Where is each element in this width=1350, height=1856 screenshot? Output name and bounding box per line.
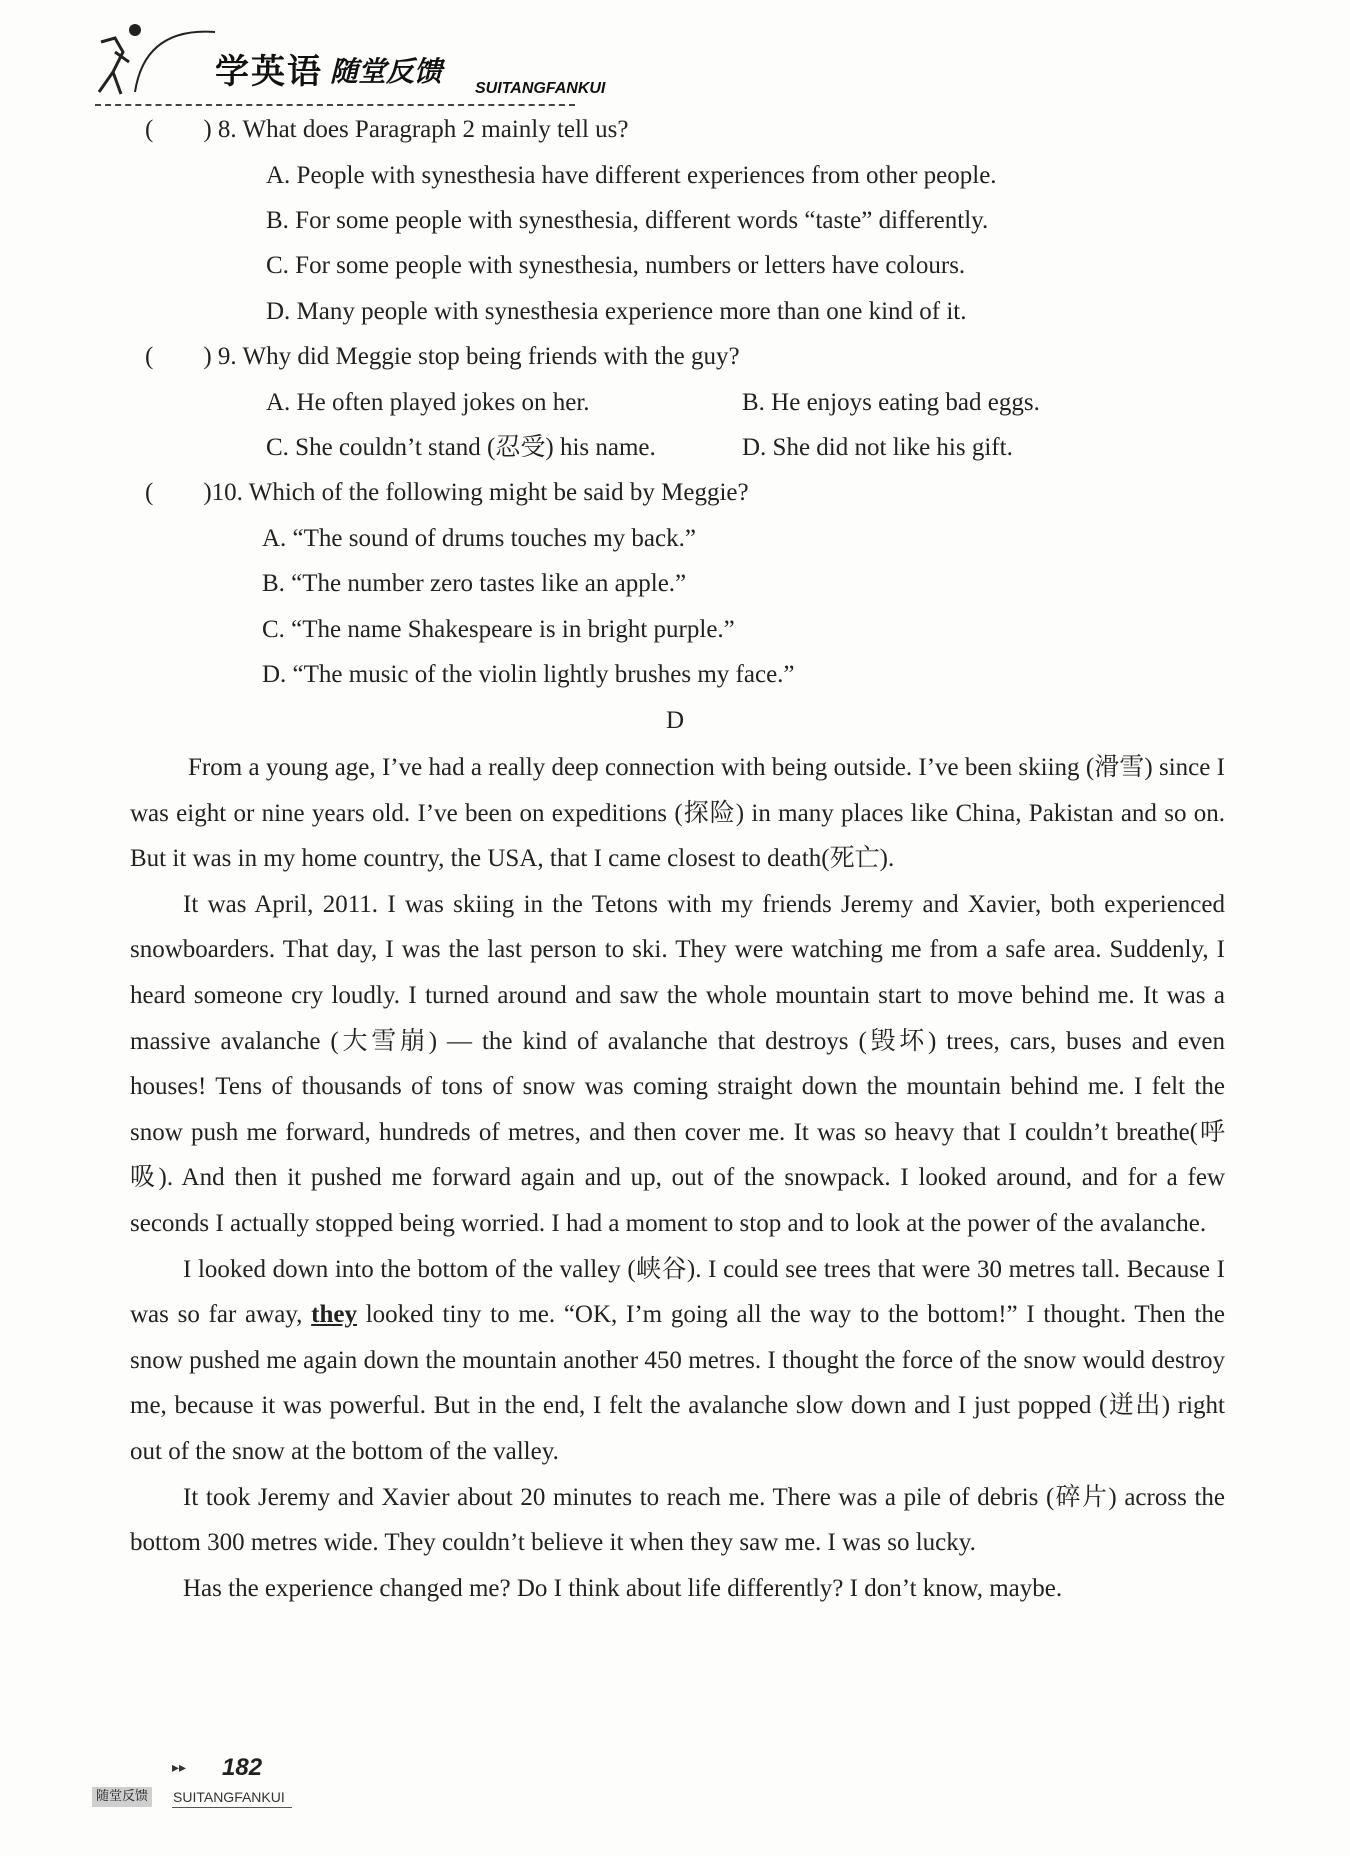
question-9-option-d: D. She did not like his gift.	[742, 434, 1013, 461]
question-10-text: Which of the following might be said by Meggie?	[248, 479, 749, 506]
footer-tag: 随堂反馈	[92, 1787, 152, 1807]
question-9	[145, 342, 740, 372]
question-10-option-c: C. “The name Shakespeare is in bright purple.”	[262, 616, 735, 643]
passage-paragraph-5: Has the experience changed me? Do I think about life differently? I don’t know, maybe.	[183, 1574, 1063, 1602]
question-9-prefix: ( ) 9.	[145, 343, 237, 370]
brand-title: 学英语	[215, 52, 323, 92]
page-header	[85, 14, 606, 104]
question-8	[145, 115, 628, 145]
question-9-option-a: A. He often played jokes on her.	[266, 389, 590, 416]
question-8-option-c: C. For some people with synesthesia, numbers or letters have colours.	[266, 252, 966, 279]
page-number: 182	[222, 1754, 263, 1781]
footer-divider	[172, 1807, 292, 1808]
passage-paragraph-3-end: looked tiny to me. “OK, I’m going all the way to the bottom!” I thought. Then the snow pushed me again down the mountain another 450 metres. I thought the force of the snow would destroy me, because it was powerful. But in the end, I felt the avalanche slow down and I just popped (迸出) right out of the snow at the bottom of the valley.	[130, 1301, 1225, 1465]
question-8-prefix: ( ) 8.	[145, 116, 237, 143]
footer-roman: SUITANGFANKUI	[173, 1789, 285, 1805]
footer-arrows-icon: ▸▸	[172, 1761, 187, 1776]
brand-subtitle: 随堂反馈	[330, 55, 443, 88]
reading-passage	[130, 745, 1225, 1611]
passage-paragraph-1: From a young age, I’ve had a really deep connection with being outside. I’ve been skiing (滑雪) since I was eight or nine years old. I’ve been on expeditions (探险) in many places like China, Pakistan and so on. But it was in my home country, the USA, that I came closest to death(死亡).	[130, 754, 1225, 873]
question-8-option-a: A. People with synesthesia have different experiences from other people.	[266, 162, 997, 189]
header-divider	[95, 104, 575, 106]
passage-paragraph-3	[130, 1247, 1225, 1475]
question-9-text: Why did Meggie stop being friends with the guy?	[242, 343, 740, 370]
question-10-option-d: D. “The music of the violin lightly brushes my face.”	[262, 661, 795, 688]
passage-paragraph-3-start: I looked down into the bottom of the valley (峡谷). I could see trees that were 30 metres tall. Because I was so far away,	[130, 1255, 1225, 1329]
question-10-option-a: A. “The sound of drums touches my back.”	[262, 525, 696, 552]
underlined-word: they	[311, 1301, 357, 1329]
question-9-option-c: C. She couldn’t stand (忍受) his name.	[266, 434, 656, 461]
question-10-option-b: B. “The number zero tastes like an apple.”	[262, 570, 687, 597]
question-8-text: What does Paragraph 2 mainly tell us?	[242, 116, 629, 143]
question-8-option-b: B. For some people with synesthesia, different words “taste” differently.	[266, 207, 989, 234]
question-10	[145, 478, 749, 508]
question-9-option-b: B. He enjoys eating bad eggs.	[742, 389, 1040, 416]
question-10-prefix: ( )10.	[145, 479, 243, 506]
brand-roman: SUITANGFANKUI	[475, 80, 606, 97]
section-label: D	[665, 707, 685, 734]
passage-paragraph-4: It took Jeremy and Xavier about 20 minutes to reach me. There was a pile of debris (碎片) across the bottom 300 metres wide. They couldn’t believe it when they saw me. I was so lucky.	[130, 1483, 1225, 1557]
question-8-option-d: D. Many people with synesthesia experience more than one kind of it.	[266, 298, 967, 325]
passage-paragraph-2: It was April, 2011. I was skiing in the Tetons with my friends Jeremy and Xavier, both experienced snowboarders. That day, I was the last person to ski. They were watching me from a safe area. Suddenly, I heard someone cry loudly. I turned around and saw the whole mountain start to move behind me. It was a massive avalanche (大雪崩) — the kind of avalanche that destroys (毁坏) trees, cars, buses and even houses! Tens of thousands of tons of snow was coming straight down the mountain behind me. I felt the snow push me forward, hundreds of metres, and then cover me. It was so heavy that I couldn’t breathe(呼吸). And then it pushed me forward again and up, out of the snowpack. I looked around, and for a few seconds I actually stopped being worried. I had a moment to stop and to look at the power of the avalanche.	[130, 890, 1225, 1237]
